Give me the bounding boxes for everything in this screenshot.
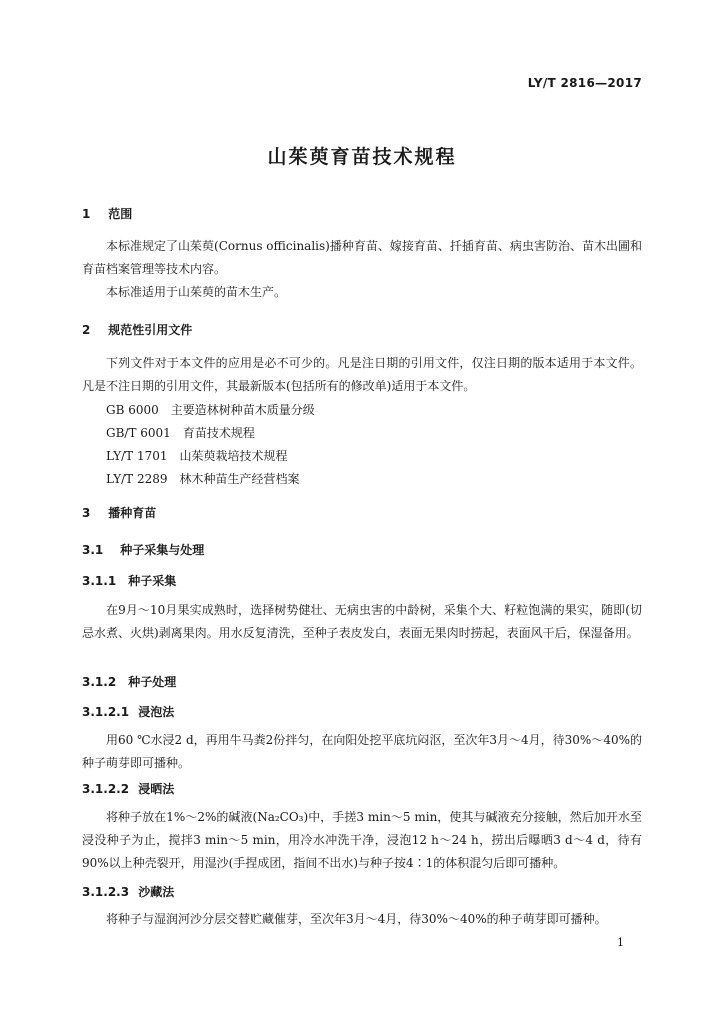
reference-code: LY/T 1701 (106, 449, 168, 463)
section-number: 3.1.1 (82, 574, 117, 588)
paragraph-soaking-method: 用60 ℃水浸2 d，再用牛马粪2份拌匀，在向阳处挖平底坑闷沤，至次年3月～4月，待30%～40%的种子萌芽即可播种。 (82, 733, 642, 770)
reference-item (106, 424, 255, 441)
reference-code: LY/T 2289 (106, 472, 168, 486)
reference-item (106, 470, 300, 487)
section-number: 3.1.2 (82, 675, 117, 689)
section-heading-seeding (82, 504, 156, 521)
section-title: 规范性引用文件 (108, 323, 193, 337)
section-heading-normative-references (82, 321, 192, 338)
paragraph-scope-1: 本标准规定了山茱萸(Cornus officinalis)播种育苗、嫁接育苗、扦插育苗、病虫害防治、苗木出圃和育苗档案管理等技术内容。 (82, 239, 642, 276)
section-number: 1 (82, 207, 91, 221)
section-number: 3.1.2.2 (82, 782, 130, 796)
reference-title: 山茱萸栽培技术规程 (179, 449, 288, 463)
paragraph-seed-collection: 在9月～10月果实成熟时，选择树势健壮、无病虫害的中龄树，采集个大、籽粒饱满的果实，随即(切忌水煮、火烘)剥离果肉。用水反复清洗，至种子表皮发白，表面无果肉时捞起，表面风干后，保湿备用。 (82, 603, 642, 640)
section-title: 种子处理 (128, 675, 177, 689)
section-heading-scope (82, 205, 132, 222)
reference-item (106, 401, 315, 418)
reference-code: GB 6000 (106, 403, 159, 417)
section-title: 浸晒法 (138, 782, 175, 796)
section-title: 播种育苗 (108, 506, 157, 520)
standard-number: LY/T 2816—2017 (527, 76, 642, 90)
section-heading-soaking-method (82, 703, 174, 720)
section-number: 3 (82, 506, 91, 520)
section-title: 浸泡法 (138, 705, 175, 719)
paragraph-scope-2: 本标准适用于山茱萸的苗木生产。 (106, 285, 287, 299)
section-number: 2 (82, 323, 91, 337)
reference-title: 主要造林树种苗木质量分级 (170, 403, 315, 417)
document-title: 山茱萸育苗技术规程 (267, 146, 457, 168)
section-title: 范围 (108, 207, 133, 221)
section-number: 3.1 (82, 543, 104, 557)
paragraph-soak-sun-method: 将种子放在1%～2%的碱液(Na₂CO₃)中，手搓3 min～5 min，使其与碱液充分接触，然后加开水至浸没种子为止，搅拌3 min～5 min，用冷水冲洗干净，浸泡12 h～24 h，捞出后曝晒3 d～4 d，待有90%以上种壳裂开，用湿沙(手捏成团，指间不出水)与种子按4∶1的体积混匀后即可播种。 (82, 810, 642, 870)
section-title: 种子采集 (128, 574, 177, 588)
section-number: 3.1.2.1 (82, 705, 130, 719)
section-heading-seed-collection-processing (82, 541, 204, 558)
section-number: 3.1.2.3 (82, 885, 130, 899)
section-heading-seed-collection (82, 572, 176, 589)
reference-title: 育苗技术规程 (182, 426, 255, 440)
reference-item (106, 447, 288, 464)
section-heading-seed-processing (82, 673, 176, 690)
paragraph-sand-storage-method: 将种子与湿润河沙分层交替贮藏催芽，至次年3月～4月，待30%～40%的种子萌芽即可播种。 (106, 912, 607, 926)
section-heading-soak-sun-method (82, 780, 174, 797)
section-heading-sand-storage-method (82, 883, 174, 900)
reference-code: GB/T 6001 (106, 426, 171, 440)
section-title: 种子采集与处理 (120, 543, 205, 557)
page-number: 1 (617, 936, 624, 949)
section-title: 沙藏法 (138, 885, 175, 899)
paragraph-references-intro: 下列文件对于本文件的应用是必不可少的。凡是注日期的引用文件，仅注日期的版本适用于本文件。凡是不注日期的引用文件，其最新版本(包括所有的修改单)适用于本文件。 (82, 356, 642, 393)
reference-title: 林木种苗生产经营档案 (179, 472, 300, 486)
